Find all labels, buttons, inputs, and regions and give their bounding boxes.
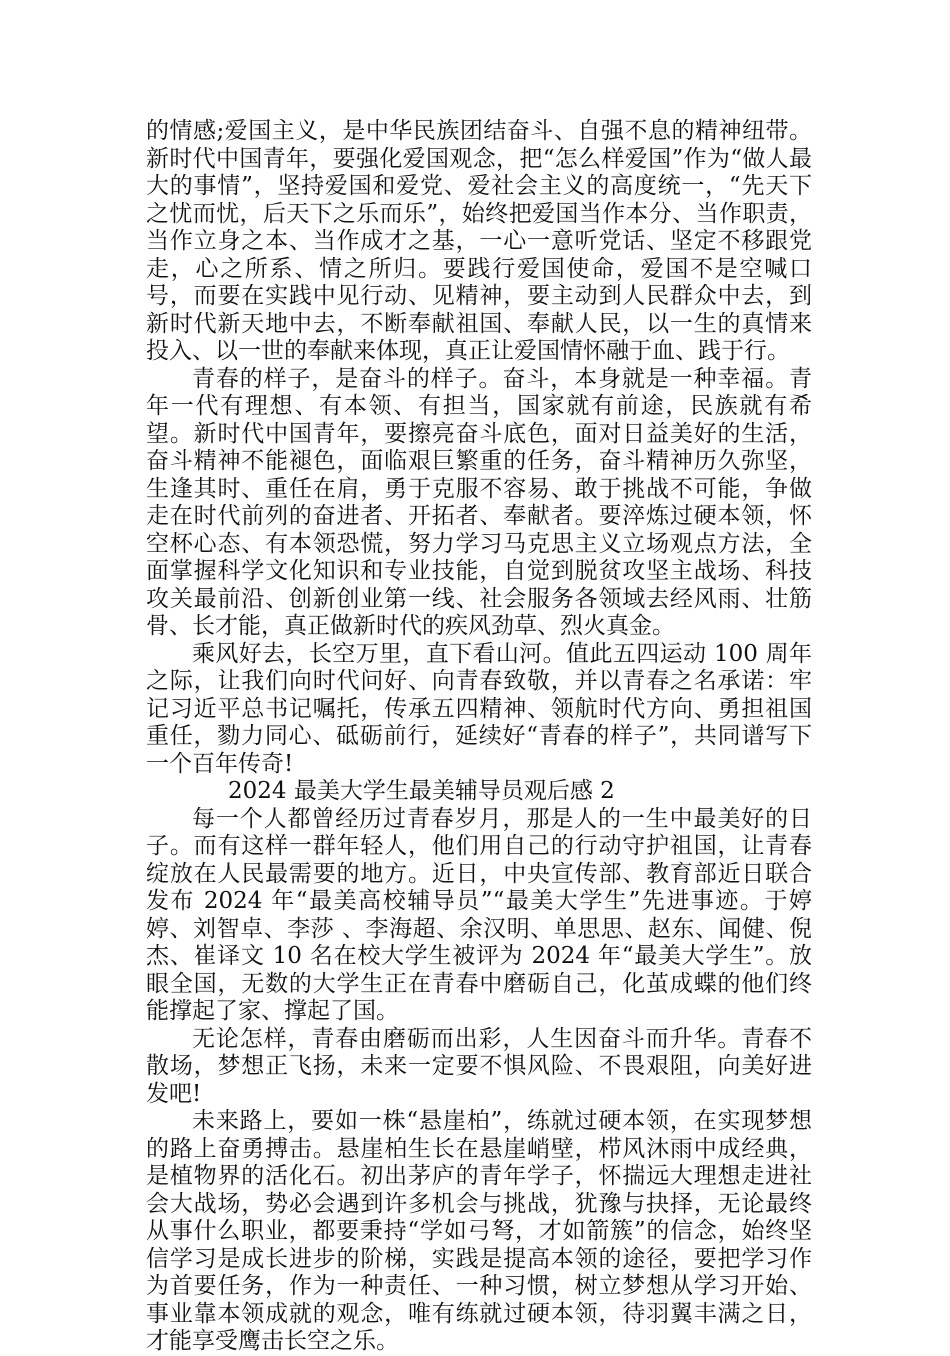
paragraph-cliff-cypress: 未来路上，要如一株“悬崖柏”，练就过硬本领，在实现梦想的路上奋勇搏击。悬崖柏生长在悬崖峭壁，栉风沐雨中成经典，是植物界的活化石。初出茅庐的青年学子，怀揣远大理想走进社会大战场，势必会遇到许多机会与挑战，犹豫与抉择，无论最终从事什么职业，都要秉持“学如弓弩，才如箭簇”的信念，始终坚信学习是成长进步的阶梯，实践是提高本领的途径，要把学习作为首要任务，作为一种责任、一种习惯，树立梦想从学习开始、事业靠本领成就的观念，唯有练就过硬本领，待羽翼丰满之日，才能享受鹰击长空之乐。 (146, 1108, 812, 1354)
document-page (146, 118, 812, 1356)
paragraph-no-matter: 无论怎样，青春由磨砺而出彩，人生因奋斗而升华。青春不散场，梦想正飞扬，未来一定要不惧风险、不畏艰阻，向美好进发吧! (146, 1025, 812, 1107)
paragraph-may-fourth: 乘风好去，长空万里，直下看山河。值此五四运动 100 周年之际，让我们向时代问好、向青春致敬，并以青春之名承诺：牢记习近平总书记嘱托，传承五四精神、领航时代方向、勇担祖国重任，勠力同心、砥砺前行，延续好“青春的样子”，共同谱写下一个百年传奇! (146, 640, 812, 777)
paragraph-youth: 每一个人都曾经历过青春岁月，那是人的一生中最美好的日子。而有这样一群年轻人，他们用自己的行动守护祖国，让青春绽放在人民最需要的地方。近日，中央宣传部、教育部近日联合发布 2024 年“最美高校辅导员”“最美大学生”先进事迹。于婷婷、刘智卓、李莎 、李海超、余汉明、单思思、赵东、闻健、倪杰、崔译文 10 名在校大学生被评为 2024 年“最美大学生”。放眼全国，无数的大学生正在青春中磨砺自己，化茧成蝶的他们终能撑起了家、撑起了国。 (146, 805, 812, 1024)
paragraph-patriotism: 的情感;爱国主义，是中华民族团结奋斗、自强不息的精神纽带。新时代中国青年，要强化爱国观念，把“怎么样爱国”作为“做人最大的事情”，坚持爱国和爱党、爱社会主义的高度统一，“先天下之忧而忧，后天下之乐而乐”，始终把爱国当作本分、当作职责，当作立身之本、当作成才之基，一心一意听党话、坚定不移跟党走，心之所系、情之所归。要践行爱国使命，爱国不是空喊口号，而要在实践中见行动、见精神，要主动到人民群众中去，到新时代新天地中去，不断奉献祖国、奉献人民，以一生的真情来投入、以一世的奉献来体现，真正让爱国情怀融于血、践于行。 (146, 118, 812, 364)
paragraph-struggle: 青春的样子，是奋斗的样子。奋斗，本身就是一种幸福。青年一代有理想、有本领、有担当，国家就有前途，民族就有希望。新时代中国青年，要擦亮奋斗底色，面对日益美好的生活，奋斗精神不能褪色，面临艰巨繁重的任务，奋斗精神历久弥坚，生逢其时、重任在肩，勇于克服不容易、敢于挑战不可能，争做走在时代前列的奋进者、开拓者、奉献者。要淬炼过硬本领，怀空杯心态、有本领恐慌，努力学习马克思主义立场观点方法，全面掌握科学文化知识和专业技能，自觉到脱贫攻坚主战场、科技攻关最前沿、创新创业第一线、社会服务各领域去经风雨、壮筋骨、长才能，真正做新时代的疾风劲草、烈火真金。 (146, 365, 812, 639)
section-heading: 2024 最美大学生最美辅导员观后感 2 (228, 778, 615, 804)
